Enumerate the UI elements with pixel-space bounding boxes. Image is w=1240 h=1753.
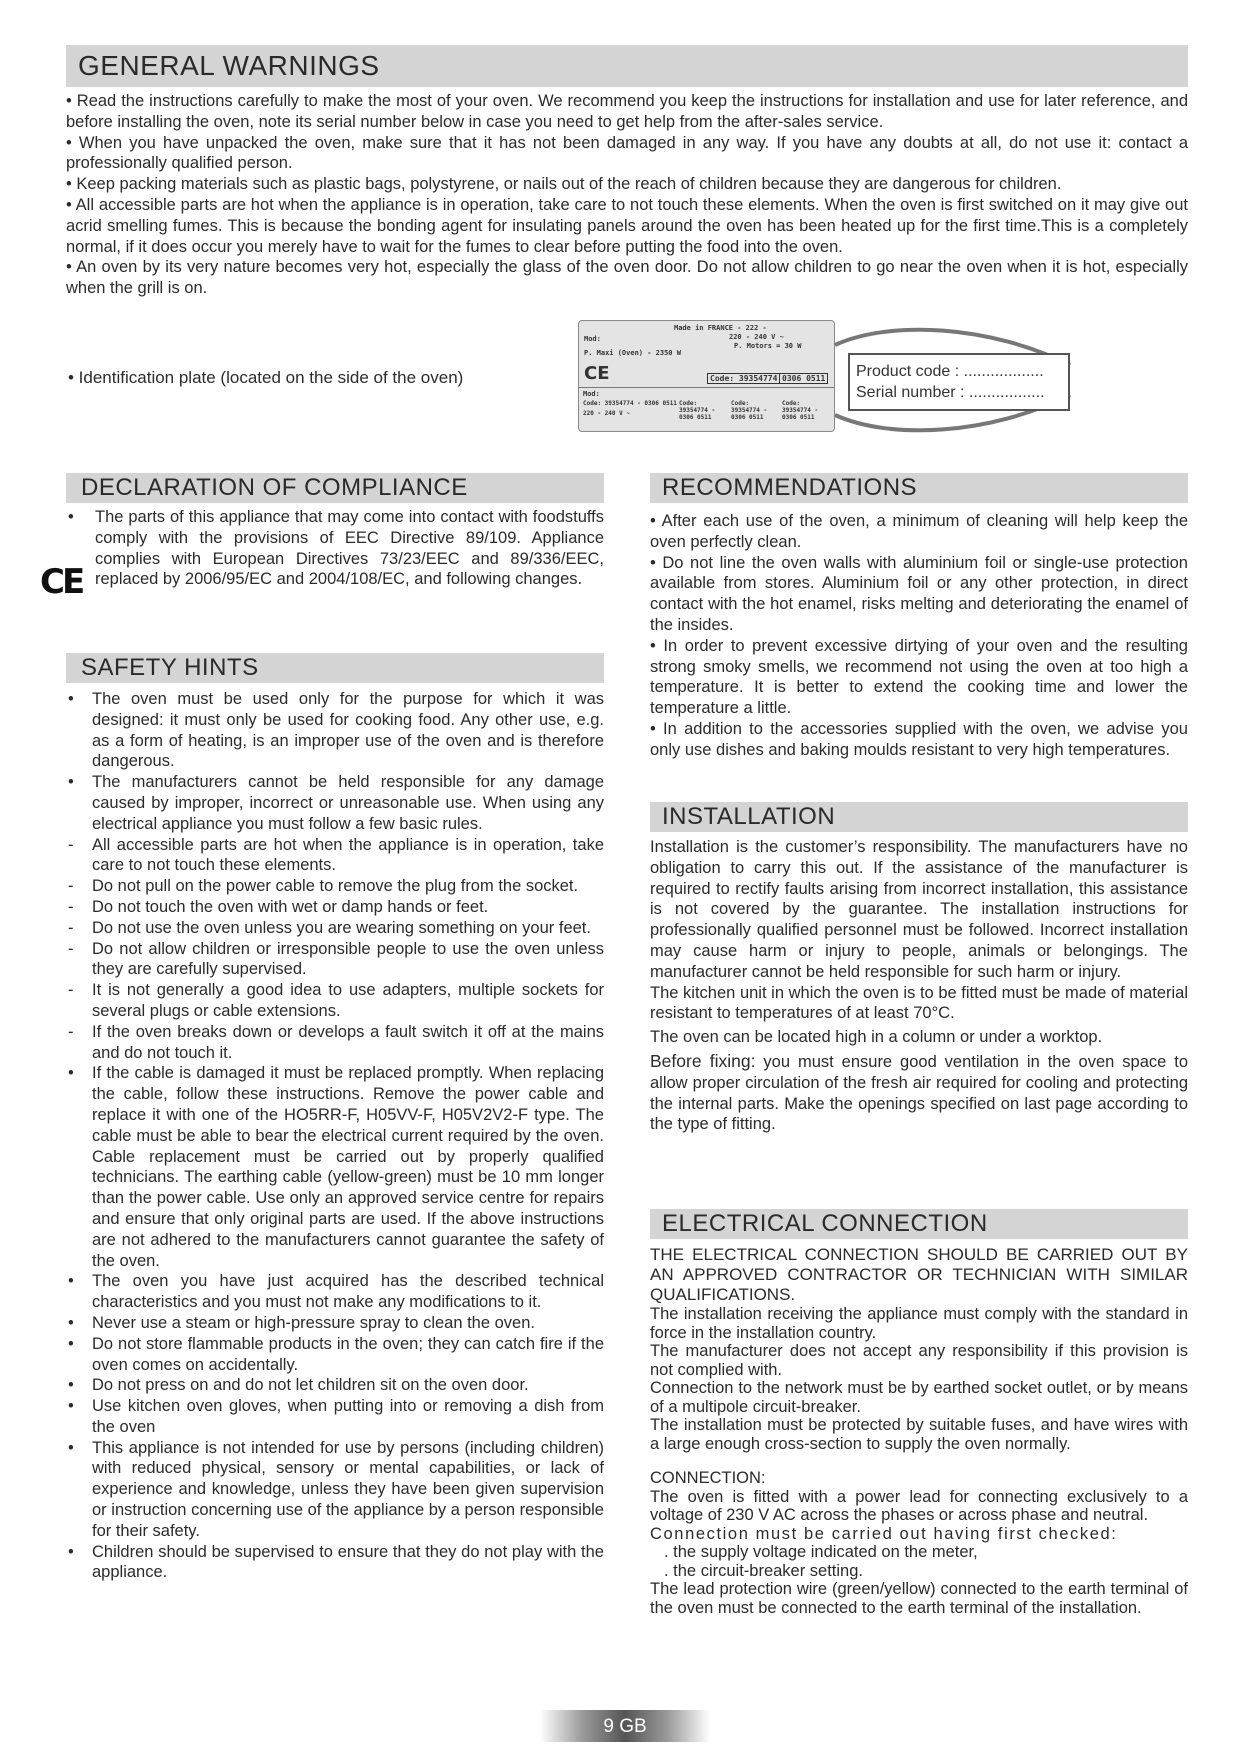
bullet-marker: • — [68, 1064, 74, 1083]
safety-hint-item — [66, 772, 604, 834]
safety-hint-text: The manufacturers cannot be held responsible for any damage caused by improper, incorrect or unreasonable use. When using any electrical appliance you must follow a few basic rules. — [92, 773, 604, 833]
warning-paragraph: • Keep packing materials such as plastic bags, polystyrene, or nails out of the reach of children because they are dangerous for children. — [66, 175, 1062, 194]
electrical-paragraph: The manufacturer does not accept any responsibility if this provision is not complied with. — [650, 1342, 1188, 1379]
safety-hint-text: This appliance is not intended for use by persons (including children) with reduced physical, sensory or mental capabilities, or lack of experience and knowledge, unless they have been given supervision or instruction concerning use of the appliance by a person responsible for their safety. — [92, 1438, 604, 1540]
installation-paragraph: The oven can be located high in a column or under a worktop. — [650, 1028, 1103, 1047]
before-fixing-text: you must ensure good ventilation in the oven space to allow proper circulation of the fresh air required for cooling and protecting the internal parts. Make the openings specified on last page according to the type of fitting. — [650, 1052, 1188, 1134]
safety-hint-item — [66, 1063, 604, 1271]
plate-mod-2: Mod: — [583, 390, 600, 398]
safety-hint-item — [66, 980, 604, 1022]
declaration-paragraph: The parts of this appliance that may come into contact with foodstuffs comply with the provisions of EEC Directive 89/109. Appliance complies with European Directives 73/23/EEC and 89/336/EEC, replaced by 2006/95/EC and 2004/108/EC, and following changes. — [95, 508, 604, 589]
warning-paragraph: • Read the instructions carefully to make the most of your oven. We recommend you keep the instructions for installation and use for later reference, and before installing the oven, note its serial number below in case you need to get help from the after-sales service. — [66, 92, 1188, 131]
check-item: . the supply voltage indicated on the meter, — [664, 1543, 978, 1561]
safety-hint-item — [66, 897, 604, 918]
safety-hint-item — [66, 835, 604, 877]
safety-hint-text: The oven must be used only for the purpose for which it was designed: it must only be used for cooking food. Any other use, e.g. as a form of heating, is an improper use of the oven and is therefore dangerous. — [92, 690, 604, 771]
bullet-marker: • — [68, 773, 74, 792]
plate-small-code: Code: 39354774 - 0306 0511 — [731, 400, 768, 421]
electrical-paragraph: The installation must be protected by suitable fuses, and have wires with a large enough cross-section to supply the oven normally. — [650, 1416, 1188, 1453]
safety-hint-text: All accessible parts are hot when the appliance is in operation, take care to not touch these elements. — [92, 835, 604, 875]
bullet-marker: • — [68, 1438, 74, 1457]
safety-hint-text: Do not touch the oven with wet or damp hands or feet. — [92, 897, 489, 916]
safety-hints-heading: SAFETY HINTS — [66, 653, 604, 683]
safety-hint-item — [66, 689, 604, 772]
safety-hint-item — [66, 1334, 604, 1376]
page-number: 9 GB — [603, 1716, 647, 1737]
bullet-marker: • — [68, 1313, 74, 1332]
recommendations-heading: RECOMMENDATIONS — [650, 473, 1188, 503]
plate-motors: P. Motors = 30 W — [734, 342, 802, 350]
bullet-marker: • — [68, 1376, 74, 1395]
installation-paragraph: The kitchen unit in which the oven is to be fitted must be made of material resistant to temperatures of at least 70°C. — [650, 983, 1188, 1023]
electrical-paragraph: The installation receiving the appliance must comply with the standard in force in the installation country. — [650, 1305, 1188, 1342]
installation-heading: INSTALLATION — [650, 802, 1188, 832]
safety-hints-list — [66, 689, 604, 1583]
safety-hint-text: Do not pull on the power cable to remove the plug from the socket. — [92, 877, 579, 896]
safety-hint-text: The oven you have just acquired has the described technical characteristics and you must not make any modifications to it. — [92, 1272, 604, 1312]
warning-paragraph: • All accessible parts are hot when the appliance is in operation, take care to not touch these elements. When the oven is first switched on it may give out acrid smelling fumes. This is because the bonding agent for insulating panels around the oven has been heated up for the first time.This is a completely normal, if it does occur you merely have to wait for the fumes to clear before putting the food into the oven. — [66, 195, 1188, 256]
declaration-text: • The parts of this appliance that may come into contact with foodstuffs comply with the provisions of EEC Directive 89/109. Appliance complies with European Directives 73/23/EEC and 89/336/EEC, replaced by 2006/95/EC and 2004/108/EC, and following changes. — [68, 508, 604, 589]
safety-hint-text: If the cable is damaged it must be replaced promptly. When replacing the cable, follow these instructions. Remove the power cable and replace it with one of the HO5RR-F, H05VV-F, H05V2V2-F type. The cable must be able to bear the electrical current required by the oven. Cable replacement must be carried out by properly qualified technicians. The earthing cable (yellow-green) must be 10 mm longer than the power cable. Use only an approved service centre for repairs and ensure that only original parts are used. If the above instructions are not adhered to the manufacturers cannot guarantee the safety of the oven. — [92, 1064, 604, 1270]
plate-code-serial: 0306 0511 — [779, 373, 828, 384]
safety-hint-item — [66, 939, 604, 981]
safety-hint-item — [66, 876, 604, 897]
electrical-connection-heading: ELECTRICAL CONNECTION — [650, 1209, 1188, 1239]
bullet-marker: • — [68, 1397, 74, 1416]
bullet-marker: • — [68, 1334, 74, 1353]
safety-hint-text: It is not generally a good idea to use adapters, multiple sockets for several plugs or cable extensions. — [92, 981, 604, 1020]
safety-hint-item — [66, 1022, 604, 1064]
check-item: . the circuit-breaker setting. — [664, 1561, 863, 1580]
general-warnings-text — [66, 91, 1188, 299]
plate-voltage: 220 - 240 V ~ — [729, 333, 784, 341]
plate-ce-mark: CE — [584, 363, 610, 384]
warning-paragraph: • An oven by its very nature becomes very hot, especially the glass of the oven door. Do not allow children to go near the oven when it is hot, especially when the grill is on. — [66, 258, 1188, 298]
safety-hint-text: Use kitchen oven gloves, when putting into or removing a dish from the oven — [92, 1397, 604, 1436]
recommendation-paragraph: • In addition to the accessories supplied with the oven, we advise you only use dishes and baking moulds resistant to very high temperatures. — [650, 719, 1188, 759]
connection-text: The oven is fitted with a power lead for connecting exclusively to a voltage of 230 V AC across the phases or across phase and neutral. — [650, 1487, 1188, 1524]
bullet-marker: - — [68, 939, 74, 958]
plate-made-in: Made in FRANCE - 222 - — [674, 324, 767, 332]
safety-hint-item — [66, 1271, 604, 1313]
bullet-marker: - — [68, 897, 74, 916]
bullet-marker: • — [68, 1272, 74, 1291]
plate-small-voltage: 220 - 240 V ~ — [583, 410, 630, 417]
safety-hint-item — [66, 1438, 604, 1542]
safety-hint-text: Children should be supervised to ensure that they do not play with the appliance. — [92, 1542, 604, 1582]
general-warnings-heading: GENERAL WARNINGS — [66, 45, 1188, 87]
bullet-marker: - — [68, 877, 74, 896]
safety-hint-item — [66, 918, 604, 939]
plate-code-main: Code: 39354774 — [707, 373, 780, 384]
safety-hint-text: Never use a steam or high-pressure spray to clean the oven. — [92, 1313, 535, 1332]
electrical-paragraph: Connection to the network must be by earthed socket outlet, or by means of a multipole circuit-breaker. — [650, 1379, 1188, 1416]
identification-plate — [578, 320, 835, 432]
page-number-tab — [540, 1710, 710, 1742]
plate-small-code: Code: 39354774 - 0306 0511 — [583, 400, 677, 407]
recommendation-paragraph: • After each use of the oven, a minimum of cleaning will help keep the oven perfectly clean. — [650, 512, 1188, 551]
safety-hint-text: Do not allow children or irresponsible people to use the oven unless they are carefully supervised. — [92, 939, 604, 979]
recommendation-paragraph: • In order to prevent excessive dirtying of your oven and the resulting strong smoky smells, we recommend not using the oven at too high a temperature. It is better to extend the cooking time and lower the temperature a little. — [650, 636, 1188, 718]
safety-hint-item — [66, 1375, 604, 1396]
safety-hint-item — [66, 1542, 604, 1584]
bullet-marker: - — [68, 1022, 74, 1041]
installation-paragraph: Installation is the customer’s responsibility. The manufacturers have no obligation to carry this out. If the assistance of the manufacturer is required to rectify faults arising from incorrect installation, this assistance is not covered by the guarantee. The installation instructions for professionally qualified personnel must be followed. Incorrect installation may cause harm or injury to people, animals or belongings. The manufacturer cannot be held responsible for such harm or injury. — [650, 838, 1188, 981]
serial-number-line: Serial number : ................. — [856, 384, 1045, 401]
safety-hint-text: If the oven breaks down or develops a fault switch it off at the mains and do not touch it. — [92, 1022, 604, 1062]
safety-hint-text: Do not press on and do not let children sit on the oven door. — [92, 1376, 529, 1395]
recommendation-paragraph: • Do not line the oven walls with aluminium foil or single-use protection available from stores. Aluminium foil or any other protection, in direct contact with the hot enamel, risks melting and deteriorating the enamel of the insides. — [650, 553, 1188, 634]
identification-plate-label: • Identification plate (located on the side of the oven) — [68, 368, 464, 387]
electrical-connection-text — [650, 1245, 1188, 1617]
product-code-line: Product code : .................. — [856, 363, 1044, 380]
plate-mod: Mod: — [584, 335, 601, 343]
installation-text — [650, 837, 1188, 1135]
safety-hint-item — [66, 1396, 604, 1438]
recommendations-text — [650, 511, 1188, 761]
plate-small-code: Code: 39354774 - 0306 0511 — [679, 400, 716, 421]
connection-heading: CONNECTION: — [650, 1469, 766, 1487]
electrical-caps-notice: THE ELECTRICAL CONNECTION SHOULD BE CARRIED OUT BY AN APPROVED CONTRACTOR OR TECHNICIAN WITH SIMILAR QUALIFICATIONS. — [650, 1245, 1188, 1304]
safety-hint-text: Do not store flammable products in the oven; they can catch fire if the oven comes on accidentally. — [92, 1334, 604, 1374]
safety-hint-item — [66, 1313, 604, 1334]
bullet-marker: - — [68, 981, 74, 1000]
declaration-heading: DECLARATION OF COMPLIANCE — [66, 473, 604, 503]
ce-mark-icon: CE — [40, 562, 83, 602]
bullet-marker: • — [68, 1542, 74, 1561]
warning-paragraph: • When you have unpacked the oven, make sure that it has not been damaged in any way. If you have any doubts at all, do not use it: contact a professionally qualified person. — [66, 133, 1188, 173]
plate-small-code: Code: 39354774 - 0306 0511 — [782, 400, 819, 421]
product-serial-box — [848, 353, 1070, 411]
before-fixing-label: Before fixing: — [650, 1050, 756, 1071]
safety-hint-text: Do not use the oven unless you are wearing something on your feet. — [92, 918, 591, 937]
bullet-marker: - — [68, 835, 74, 854]
earth-wire-text: The lead protection wire (green/yellow) connected to the earth terminal of the oven must be connected to the earth terminal of the installation. — [650, 1580, 1188, 1617]
checked-intro: Connection must be carried out having first checked: — [650, 1524, 1118, 1543]
bullet-marker: - — [68, 918, 74, 937]
bullet-marker: • — [68, 690, 74, 708]
plate-pmax: P. Maxi (Oven) - 2350 W — [584, 349, 681, 357]
